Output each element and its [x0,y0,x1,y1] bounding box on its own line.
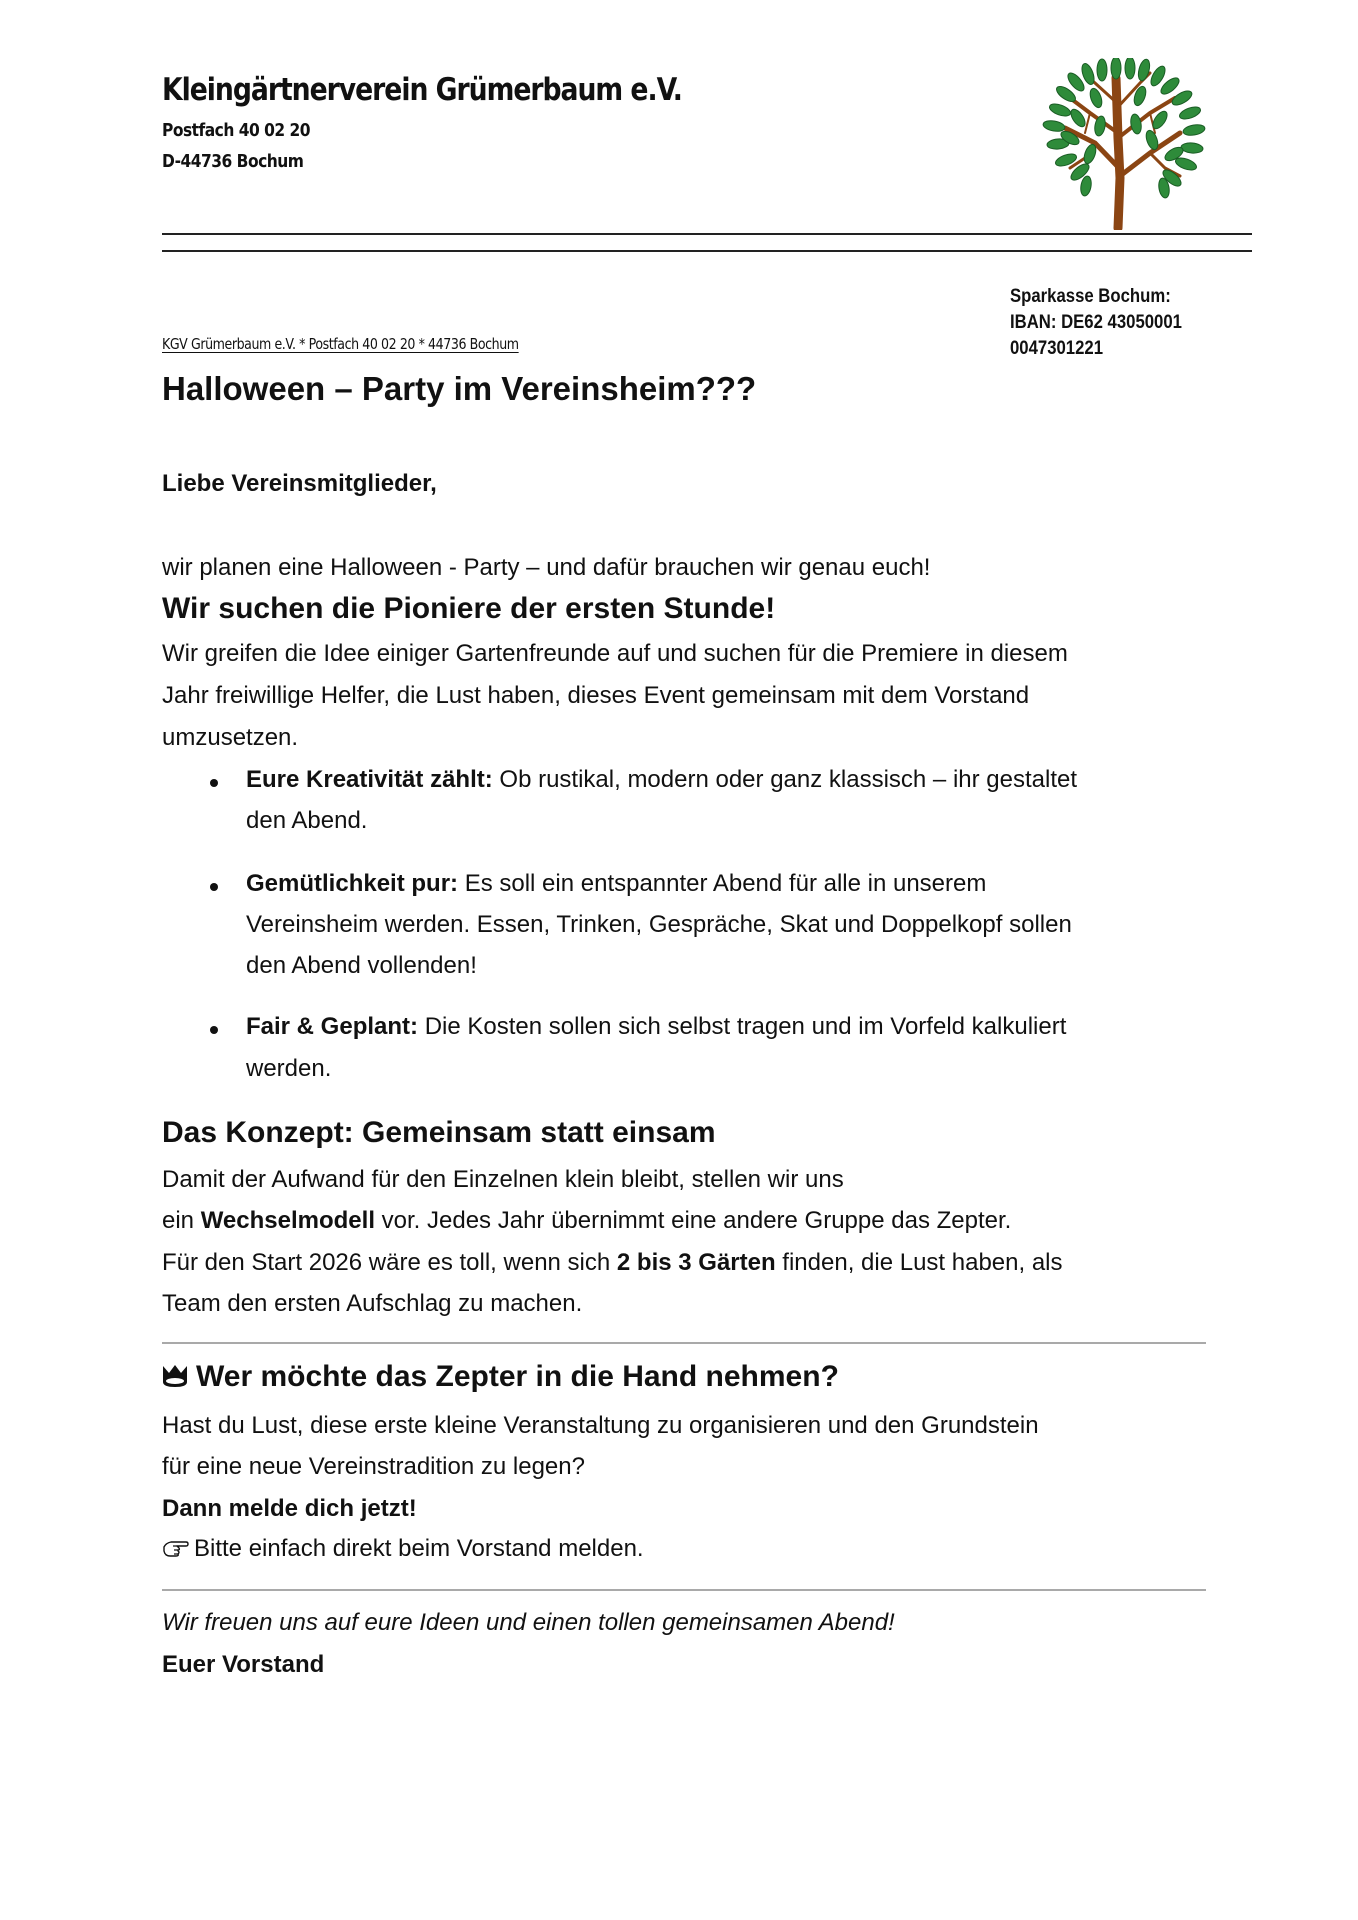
bold-segment: 2 bis 3 Gärten [616,1249,776,1276]
section-heading-scepter [162,1360,839,1394]
section1-line: Wir greifen die Idee einiger Gartenfreunde auf und suchen für die Premiere in diesem [162,640,1068,667]
bullet-text: Die Kosten sollen sich selbst tragen und im Vorfeld kalkuliert [418,1013,1067,1040]
section-heading-pioneers: Wir suchen die Pioniere der ersten Stunde! [162,592,776,625]
intro-text: wir planen eine Halloween - Party – und dafür brauchen wir genau euch! [162,554,931,581]
sender-line: KGV Grümerbaum e.V. * Postfach 40 02 20 * 44736 Bochum [162,335,519,353]
organization-postbox: Postfach 40 02 20 [162,120,311,141]
bullet-item-comfort [246,870,986,898]
organization-name: Kleingärtnerverein Grümerbaum e.V. [162,72,682,108]
scepter-line: Hast du Lust, diese erste kleine Veranstaltung zu organisieren und den Grundstein [162,1412,1039,1439]
concept-line: Damit der Aufwand für den Einzelnen klein bleibt, stellen wir uns [162,1166,844,1193]
bank-info [1010,284,1182,362]
letterhead-rule-top [162,233,1252,235]
signature: Euer Vorstand [162,1651,325,1678]
bullet-continuation: den Abend vollenden! [246,952,477,979]
bullet-continuation: Vereinsheim werden. Essen, Trinken, Gespräche, Skat und Doppelkopf sollen [246,911,1072,938]
bank-iban-line2: 0047301221 [1010,338,1103,359]
bullet-continuation: den Abend. [246,807,368,834]
crown-icon [162,1364,188,1388]
divider [162,1589,1206,1591]
greeting: Liebe Vereinsmitglieder, [162,470,437,497]
bank-name: Sparkasse Bochum: [1010,286,1171,307]
bank-iban-line1: IBAN: DE62 43050001 [1010,312,1182,333]
bullet-icon [210,779,218,787]
divider [162,1342,1206,1344]
letterhead-rule-bottom [162,250,1252,252]
organization-city: D-44736 Bochum [162,151,304,172]
closing-text: Wir freuen uns auf eure Ideen und einen tollen gemeinsamen Abend! [162,1609,895,1636]
call-to-action: Dann melde dich jetzt! [162,1495,417,1522]
letter-subject: Halloween – Party im Vereinsheim??? [162,370,757,407]
pointing-hand-icon [162,1537,190,1559]
bullet-icon [210,1026,218,1034]
bold-segment: Wechselmodell [200,1207,375,1234]
section1-line: umzusetzen. [162,724,299,751]
text-segment: ein [162,1207,201,1234]
bullet-label: Gemütlichkeit pur: [246,870,459,897]
bullet-label: Fair & Geplant: [246,1013,419,1040]
concept-line: Team den ersten Aufschlag zu machen. [162,1290,583,1317]
heading-text: Wer möchte das Zepter in die Hand nehmen? [196,1360,839,1393]
text-segment: vor. Jedes Jahr übernimmt eine andere Gruppe das Zepter. [374,1207,1012,1234]
concept-line [162,1207,1011,1235]
bullet-item-creativity [246,766,1077,794]
bullet-label: Eure Kreativität zählt: [246,766,493,793]
bullet-text: Es soll ein entspannter Abend für alle in unserem [458,870,987,897]
bullet-icon [210,883,218,891]
section1-line: Jahr freiwillige Helfer, die Lust haben, dieses Event gemeinsam mit dem Vorstand [162,682,1030,709]
bullet-text: Ob rustikal, modern oder ganz klassisch – ihr gestaltet [492,766,1078,793]
bullet-item-fair [246,1013,1066,1041]
section-heading-concept: Das Konzept: Gemeinsam statt einsam [162,1116,716,1149]
text-segment: Für den Start 2026 wäre es toll, wenn sich [162,1249,617,1276]
scepter-line: für eine neue Vereinstradition zu legen? [162,1453,585,1480]
hint-text: Bitte einfach direkt beim Vorstand melden. [194,1535,644,1562]
bullet-continuation: werden. [246,1055,332,1082]
tree-trunk [1065,73,1180,228]
concept-line [162,1249,1063,1277]
text-segment: finden, die Lust haben, als [775,1249,1063,1276]
tree-logo-icon [1040,58,1210,230]
contact-hint [162,1535,644,1563]
